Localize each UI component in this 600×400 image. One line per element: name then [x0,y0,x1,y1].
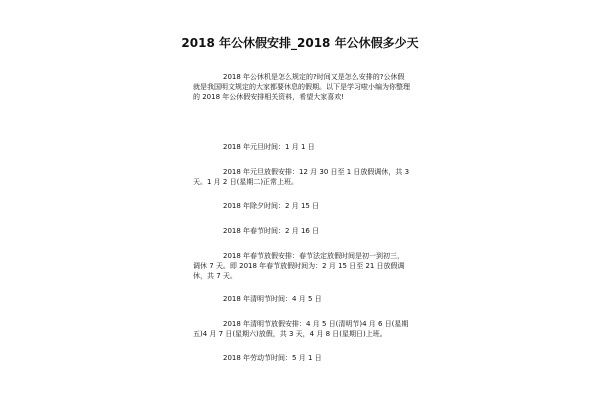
paragraph-spring-festival-schedule-text: 2018 年春节放假安排：春节法定放假时间是初一到初三，调休 7 天。即 2018 年春节放假时间为：2 月 15 日至 21 日放假调休，共 7 天。 [193,252,405,280]
paragraph-new-year-schedule-text: 2018 年元旦放假安排：12 月 30 日至 1 日放假调休，共 3 天。1 月 2 日(星期二)正常上班。 [193,168,410,186]
paragraph-new-years-eve-date-text: 2018 年除夕时间：2 月 15 日 [223,202,320,210]
paragraph-new-year-date-text: 2018 年元旦时间：1 月 1 日 [223,143,315,151]
paragraph-new-year-schedule [193,167,411,187]
paragraph-spring-festival-date [193,226,411,236]
paragraph-labor-day-date [193,353,411,363]
paragraph-new-years-eve-date [193,201,411,211]
intro-paragraph-text: 2018 年公休机是怎么规定的?时间又是怎么安排的?公休假就是我国明文规定的大家都要休息的假期。以下是学习啦小编为你整理的 2018 年公休假安排相关资料，希望大家喜欢! [193,73,410,101]
page-title: 2018 年公休假安排_2018 年公休假多少天 [181,36,419,50]
paragraph-spring-festival-schedule [193,251,411,281]
paragraph-qingming-schedule-text: 2018 年清明节放假安排：4 月 5 日(清明节)4 月 6 日(星期五)4 月 7 日(星期六)放假，共 3 天，4 月 8 日(星期日)上班。 [193,320,409,338]
paragraph-new-year-date [193,142,411,152]
paragraph-labor-day-date-text: 2018 年劳动节时间：5 月 1 日 [223,354,322,362]
intro-paragraph [193,72,411,102]
paragraph-qingming-date-text: 2018 年清明节时间：4 月 5 日 [223,295,322,303]
paragraph-spring-festival-date-text: 2018 年春节时间：2 月 16 日 [223,227,320,235]
paragraph-qingming-schedule [193,319,411,339]
paragraph-qingming-date [193,294,411,304]
